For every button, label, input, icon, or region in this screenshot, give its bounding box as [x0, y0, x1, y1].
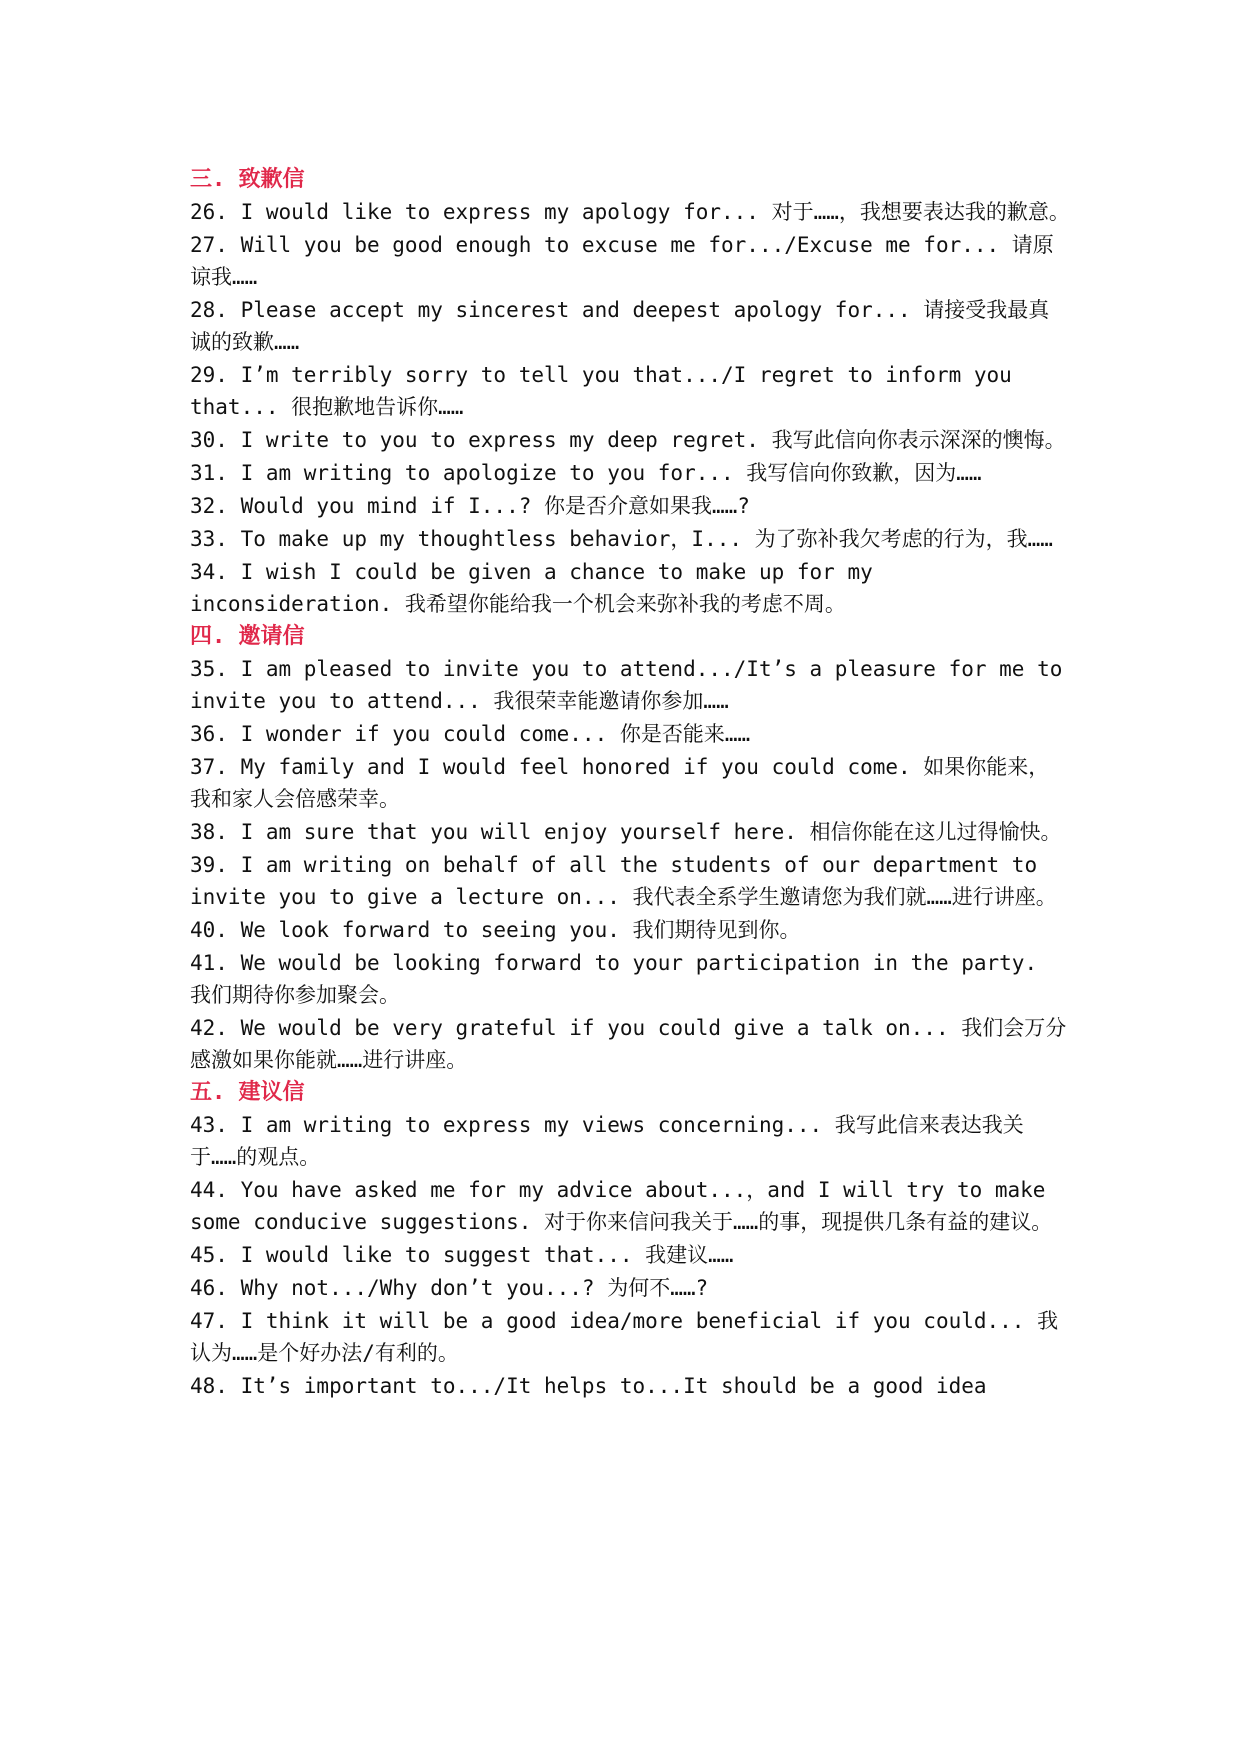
phrase-entry: 29. I’m terribly sorry to tell you that.../I regret to inform you that... 很抱歉地告诉你……	[190, 363, 1025, 419]
phrase-entry: 41. We would be looking forward to your participation in the party. 我们期待你参加聚会。	[190, 951, 1050, 1007]
phrase-entry: 48. It’s important to.../It helps to...It should be a good idea	[190, 1374, 987, 1398]
section-apology-letter	[190, 164, 1070, 620]
phrase-entry: 36. I wonder if you could come... 你是否能来……	[190, 722, 751, 746]
phrase-entry: 30. I write to you to express my deep regret. 我写此信向你表示深深的懊悔。	[190, 428, 1066, 452]
phrase-entry: 40. We look forward to seeing you. 我们期待见到你。	[190, 918, 801, 942]
section-heading: 三. 致歉信	[190, 167, 305, 192]
section-heading: 四. 邀请信	[190, 624, 305, 649]
phrase-entry: 47. I think it will be a good idea/more beneficial if you could... 我认为……是个好办法/有利的。	[190, 1309, 1059, 1365]
phrase-entry: 35. I am pleased to invite you to attend.../It’s a pleasure for me to invite you to attend... 我很荣幸能邀请你参加……	[190, 657, 1088, 713]
phrase-entry: 42. We would be very grateful if you could give a talk on... 我们会万分感激如果你能就……进行讲座。	[190, 1016, 1067, 1072]
phrase-entry: 33. To make up my thoughtless behavior，I... 为了弥补我欠考虑的行为，我……	[190, 527, 1053, 551]
section-invitation-letter	[190, 621, 1088, 1076]
document-page	[190, 164, 1088, 1403]
phrase-entry: 31. I am writing to apologize to you for... 我写信向你致歉，因为……	[190, 461, 982, 485]
phrase-entry: 32. Would you mind if I...? 你是否介意如果我……?	[190, 494, 750, 518]
phrase-entry: 27. Will you be good enough to excuse me for.../Excuse me for... 请原谅我……	[190, 233, 1054, 289]
phrase-entry: 46. Why not.../Why don’t you...? 为何不……?	[190, 1276, 709, 1300]
phrase-entry: 26. I would like to express my apology for... 对于……，我想要表达我的歉意。	[190, 200, 1070, 224]
phrase-entry: 28. Please accept my sincerest and deepest apology for... 请接受我最真诚的致歉……	[190, 298, 1050, 354]
phrase-entry: 39. I am writing on behalf of all the students of our department to invite you to give a lecture on... 我代表全系学生邀请您为我们就……进行讲座。	[190, 853, 1057, 909]
phrase-entry: 34. I wish I could be given a chance to make up for my inconsideration. 我希望你能给我一个机会来弥补我的考虑不周。	[190, 560, 886, 616]
section-heading: 五. 建议信	[190, 1080, 305, 1105]
phrase-entry: 37. My family and I would feel honored if you could come. 如果你能来，我和家人会倍感荣幸。	[190, 755, 1050, 811]
phrase-entry: 45. I would like to suggest that... 我建议……	[190, 1243, 734, 1267]
phrase-entry: 43. I am writing to express my views concerning... 我写此信来表达我关于……的观点。	[190, 1113, 1024, 1169]
phrase-entry: 44. You have asked me for my advice about...，and I will try to make some conducive suggestions. 对于你来信问我关于……的事，现提供几条有益的建议。	[190, 1178, 1059, 1234]
phrase-entry: 38. I am sure that you will enjoy yourself here. 相信你能在这儿过得愉快。	[190, 820, 1062, 844]
section-suggestion-letter	[190, 1077, 1070, 1402]
